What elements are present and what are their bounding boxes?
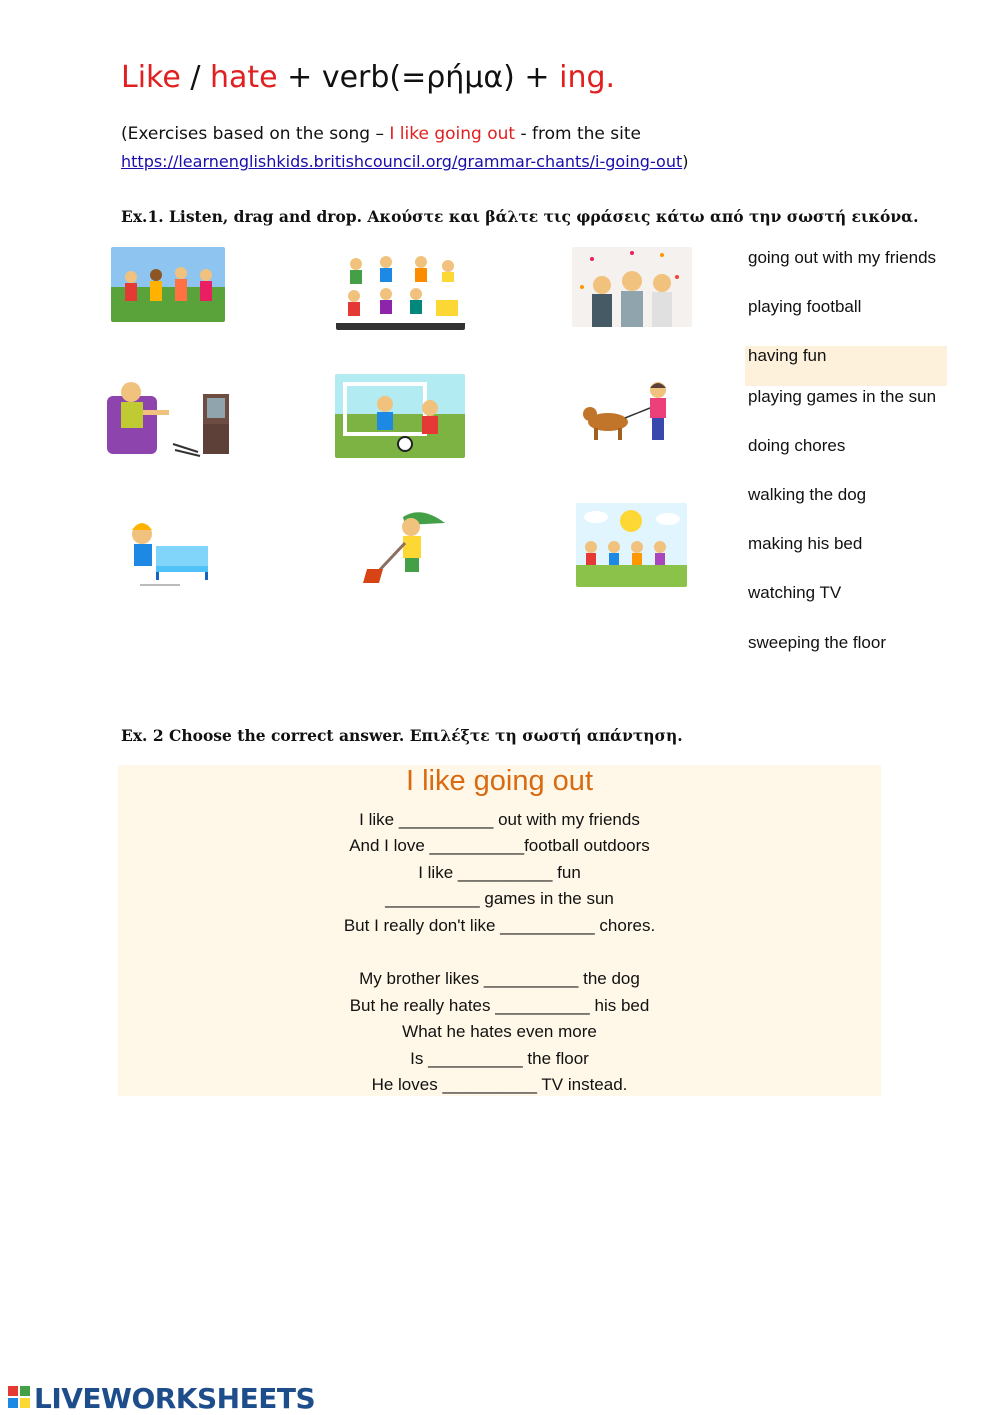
phrase-item[interactable]: sweeping the floor bbox=[748, 633, 886, 652]
phrase-item[interactable]: doing chores bbox=[748, 436, 846, 455]
song-line: What he hates even more bbox=[402, 1022, 597, 1041]
title-hate: hate bbox=[210, 60, 278, 95]
phrase-item[interactable]: making his bed bbox=[748, 534, 863, 553]
phrase-item[interactable]: walking the dog bbox=[748, 485, 867, 504]
song-title: I like going out bbox=[405, 765, 593, 797]
phrase-item[interactable]: playing football bbox=[748, 297, 862, 316]
picture-kids-playing-football bbox=[335, 374, 465, 458]
picture-boy-watching-tv bbox=[103, 374, 233, 458]
source-link[interactable]: https://learnenglishkids.britishcouncil.org/grammar-chants/i-going-out bbox=[121, 152, 683, 171]
picture-boy-making-bed bbox=[126, 512, 212, 590]
song-line: __________ games in the sun bbox=[385, 889, 614, 908]
song-line: I like __________ out with my friends bbox=[359, 810, 640, 829]
picture-children-running bbox=[111, 247, 225, 322]
title-verb: + verb(=ρήμα) + bbox=[277, 60, 560, 95]
page-title bbox=[121, 60, 615, 95]
song-line: And I love __________football outdoors bbox=[349, 836, 650, 855]
phrase-item[interactable]: having fun bbox=[748, 346, 827, 365]
link-close: ) bbox=[682, 152, 689, 171]
song-line: But he really hates __________ his bed bbox=[349, 996, 650, 1015]
song-line: Is __________ the floor bbox=[410, 1049, 589, 1068]
picture-friends-celebrating bbox=[572, 247, 692, 327]
song-line: I like __________ fun bbox=[418, 863, 581, 882]
liveworksheets-logo-icon bbox=[8, 1386, 30, 1408]
picture-girl-sweeping bbox=[345, 503, 453, 585]
intro-suffix: - from the site bbox=[515, 124, 641, 144]
picture-girl-walking-dog bbox=[580, 380, 680, 444]
phrase-item[interactable]: playing games in the sun bbox=[748, 387, 937, 406]
exercise2-heading: Ex. 2 Choose the correct answer. Επιλέξτε τη σωστή απάντηση. bbox=[121, 726, 683, 745]
picture-children-doing-chores bbox=[336, 246, 465, 330]
phrase-item[interactable]: going out with my friends bbox=[748, 248, 937, 267]
phrase-item[interactable]: watching TV bbox=[748, 583, 842, 602]
intro-text bbox=[121, 124, 641, 144]
song-line: But I really don't like __________ chores. bbox=[343, 916, 656, 935]
title-like: Like bbox=[121, 60, 181, 95]
title-slash: / bbox=[180, 60, 210, 95]
intro-song: I like going out bbox=[389, 124, 516, 144]
exercise1-heading: Ex.1. Listen, drag and drop. Ακούστε και βάλτε τις φράσεις κάτω από την σωστή εικόνα. bbox=[121, 207, 919, 226]
intro-prefix: (Exercises based on the song – bbox=[121, 124, 390, 144]
source-link-line bbox=[121, 152, 688, 171]
title-ing: ing. bbox=[559, 60, 616, 95]
song-line: He loves __________ TV instead. bbox=[371, 1075, 628, 1094]
liveworksheets-logo[interactable]: LIVEWORKSHEETS bbox=[34, 1382, 316, 1415]
song-line: My brother likes __________ the dog bbox=[359, 969, 640, 988]
picture-kids-in-sun bbox=[576, 503, 687, 587]
